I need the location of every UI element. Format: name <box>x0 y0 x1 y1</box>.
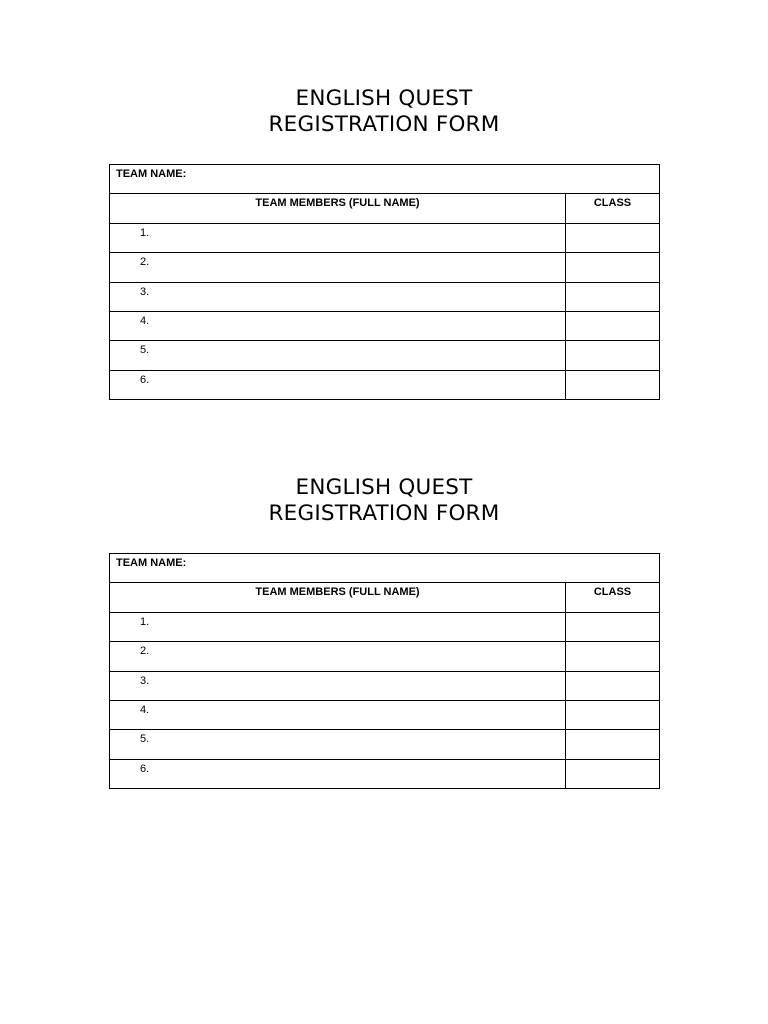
class-header: CLASS <box>593 197 632 210</box>
member-number: 1. <box>140 615 150 628</box>
member-row <box>110 282 660 311</box>
member-class-field[interactable] <box>566 671 660 700</box>
class-header-cell <box>566 583 660 612</box>
members-header: TEAM MEMBERS (FULL NAME) <box>255 197 420 210</box>
member-row <box>110 642 660 671</box>
member-number: 3. <box>140 285 150 298</box>
member-class-field[interactable] <box>566 311 660 340</box>
member-class-field[interactable] <box>566 642 660 671</box>
member-class-field[interactable] <box>566 759 660 788</box>
member-name-field[interactable] <box>110 253 566 282</box>
member-class-field[interactable] <box>566 730 660 759</box>
member-class-field[interactable] <box>566 612 660 641</box>
member-number: 6. <box>140 373 150 386</box>
member-row <box>110 223 660 252</box>
member-name-field[interactable] <box>110 730 566 759</box>
header-row <box>110 194 660 223</box>
member-number: 6. <box>140 762 150 775</box>
form-title-line-1: ENGLISH QUEST <box>295 86 473 111</box>
team-name-label: TEAM NAME: <box>116 557 187 569</box>
team-name-label: TEAM NAME: <box>116 168 187 180</box>
team-name-field[interactable] <box>110 165 660 194</box>
registration-form-2 <box>0 475 768 775</box>
member-number: 5. <box>140 344 150 357</box>
member-number: 1. <box>140 226 150 239</box>
member-row <box>110 612 660 641</box>
form-title <box>0 86 768 138</box>
member-name-field[interactable] <box>110 282 566 311</box>
member-class-field[interactable] <box>566 223 660 252</box>
class-header-cell <box>566 194 660 223</box>
members-header-cell <box>110 194 566 223</box>
member-name-field[interactable] <box>110 700 566 729</box>
form-title-line-2: REGISTRATION FORM <box>268 501 500 526</box>
member-number: 2. <box>140 256 150 269</box>
member-class-field[interactable] <box>566 341 660 370</box>
member-name-field[interactable] <box>110 223 566 252</box>
member-number: 4. <box>140 314 150 327</box>
member-number: 5. <box>140 733 150 746</box>
member-name-field[interactable] <box>110 642 566 671</box>
members-header: TEAM MEMBERS (FULL NAME) <box>255 586 420 599</box>
member-row <box>110 671 660 700</box>
form-title-line-1: ENGLISH QUEST <box>295 475 473 500</box>
member-name-field[interactable] <box>110 311 566 340</box>
member-number: 4. <box>140 703 150 716</box>
member-row <box>110 700 660 729</box>
member-name-field[interactable] <box>110 341 566 370</box>
member-name-field[interactable] <box>110 759 566 788</box>
member-row <box>110 370 660 399</box>
team-name-field[interactable] <box>110 554 660 583</box>
member-class-field[interactable] <box>566 700 660 729</box>
registration-table <box>109 553 660 789</box>
member-row <box>110 730 660 759</box>
member-class-field[interactable] <box>566 370 660 399</box>
member-name-field[interactable] <box>110 671 566 700</box>
class-header: CLASS <box>593 586 632 599</box>
team-name-row <box>110 554 660 583</box>
member-name-field[interactable] <box>110 612 566 641</box>
registration-form-1 <box>0 86 768 386</box>
form-title-line-2: REGISTRATION FORM <box>268 112 500 137</box>
member-row <box>110 253 660 282</box>
member-row <box>110 311 660 340</box>
member-number: 2. <box>140 645 150 658</box>
registration-table <box>109 164 660 400</box>
member-class-field[interactable] <box>566 253 660 282</box>
member-row <box>110 341 660 370</box>
team-name-row <box>110 165 660 194</box>
header-row <box>110 583 660 612</box>
members-header-cell <box>110 583 566 612</box>
member-number: 3. <box>140 674 150 687</box>
form-title <box>0 475 768 527</box>
member-row <box>110 759 660 788</box>
member-class-field[interactable] <box>566 282 660 311</box>
member-name-field[interactable] <box>110 370 566 399</box>
